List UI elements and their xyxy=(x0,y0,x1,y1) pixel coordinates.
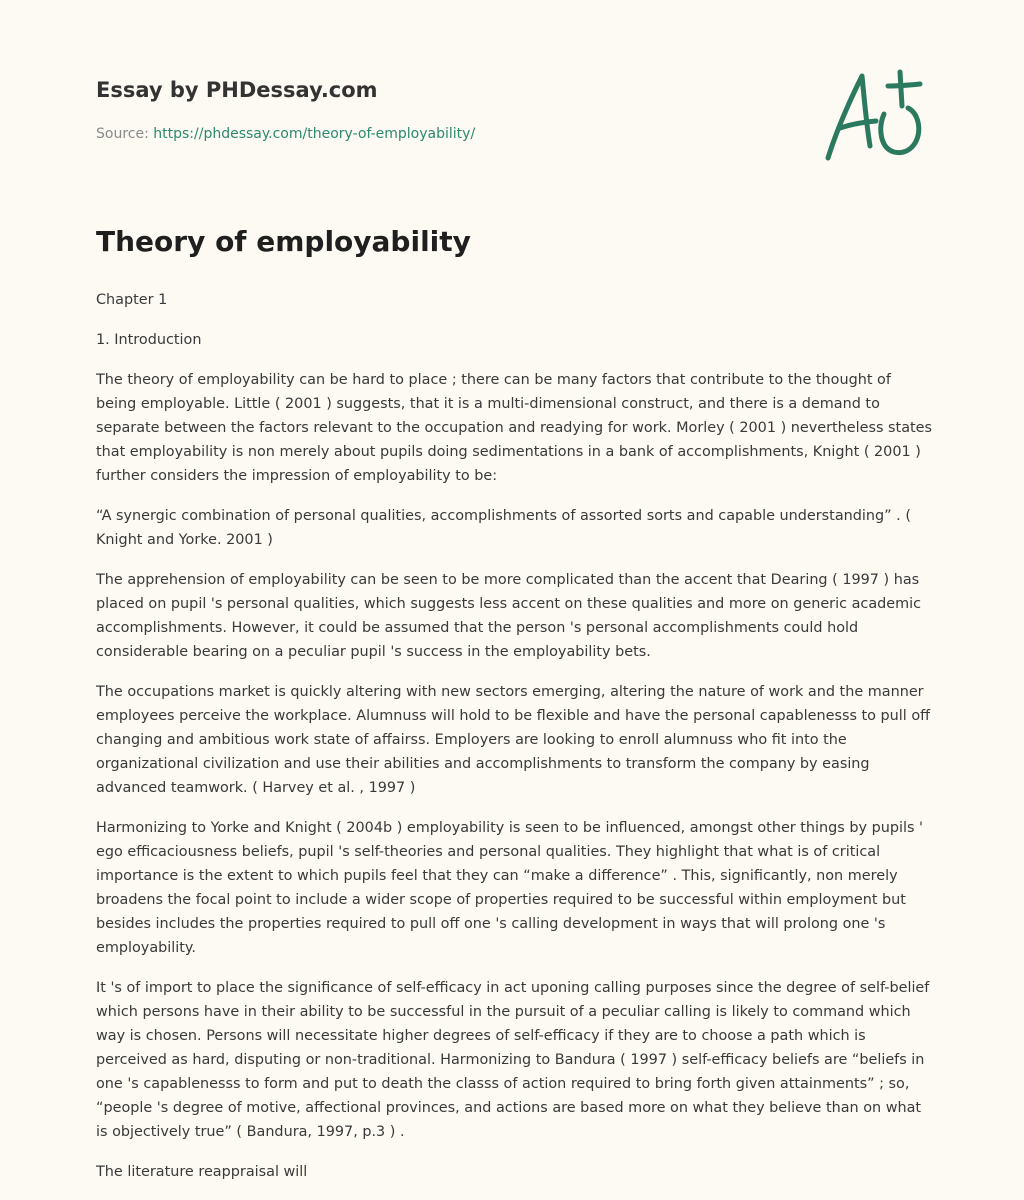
site-title: Essay by PHDessay.com xyxy=(96,78,378,102)
document-title: Theory of employability xyxy=(96,225,471,258)
paragraph: The apprehension of employability can be seen to be more complicated than the accent that Dearing ( 1997 ) has placed on pupil 's personal qualities, which suggests less accent on these qualities and more on generic academic accomplishments. However, it could be assumed that the person 's personal accomplishments could hold considerable bearing on a peculiar pupil 's success in the employability bets. xyxy=(96,572,922,660)
paragraph-section-heading: 1. Introduction xyxy=(96,332,202,348)
source-link[interactable]: https://phdessay.com/theory-of-employability/ xyxy=(153,126,476,142)
paragraph: It 's of import to place the significance of self-efficacy in act uponing calling purposes since the degree of self-belief which persons have in their ability to be successful in the pursuit of a peculiar calling is likely to command which way is chosen. Persons will necessitate higher degrees of self-efficacy if they are to choose a path which is perceived as hard, disputing or non-traditional. Harmonizing to Bandura ( 1997 ) self-efficacy beliefs are “beliefs in one 's capablenesss to form and put to death the classs of action required to bring forth given attainments” ; so, “people 's degree of motive, affectional provinces, and actions are based more on what they believe than on what is objectively true” ( Bandura, 1997, p.3 ) . xyxy=(96,980,930,1140)
paragraph-chapter: Chapter 1 xyxy=(96,292,168,308)
paragraph: Harmonizing to Yorke and Knight ( 2004b ) employability is seen to be influenced, amongst other things by pupils ' ego efficaciousness beliefs, pupil 's self-theories and personal qualities. They highlight that what is of critical importance is the extent to which pupils feel that they can “make a difference” . This, significantly, non merely broadens the focal point to include a wider scope of properties required to be successful within employment but besides includes the properties required to pull off one 's calling development in ways that will prolong one 's employability. xyxy=(96,820,924,956)
document-body xyxy=(96,222,932,1200)
a-plus-logo-icon xyxy=(818,66,930,166)
page-header xyxy=(96,76,796,144)
paragraph-truncated: The literature reappraisal will xyxy=(96,1164,308,1180)
paragraph-quote: “A synergic combination of personal qualities, accomplishments of assorted sorts and capable understanding” . ( Knight and Yorke. 2001 ) xyxy=(96,508,911,548)
source-line xyxy=(96,124,796,144)
paragraph: The occupations market is quickly altering with new sectors emerging, altering the nature of work and the manner employees perceive the workplace. Alumnuss will hold to be flexible and have the personal capablenesss to pull off changing and ambitious work state of affairss. Employers are looking to enroll alumnuss who fit into the organizational civilization and use their abilities and accomplishments to transform the company by easing advanced teamwork. ( Harvey et al. , 1997 ) xyxy=(96,684,931,796)
paragraph: The theory of employability can be hard to place ; there can be many factors that contribute to the thought of being employable. Little ( 2001 ) suggests, that it is a multi-dimensional construct, and there is a demand to separate between the factors relevant to the occupation and readying for work. Morley ( 2001 ) nevertheless states that employability is non merely about pupils doing sedimentations in a bank of accomplishments, Knight ( 2001 ) further considers the impression of employability to be: xyxy=(96,372,933,484)
source-label: Source: xyxy=(96,126,154,142)
